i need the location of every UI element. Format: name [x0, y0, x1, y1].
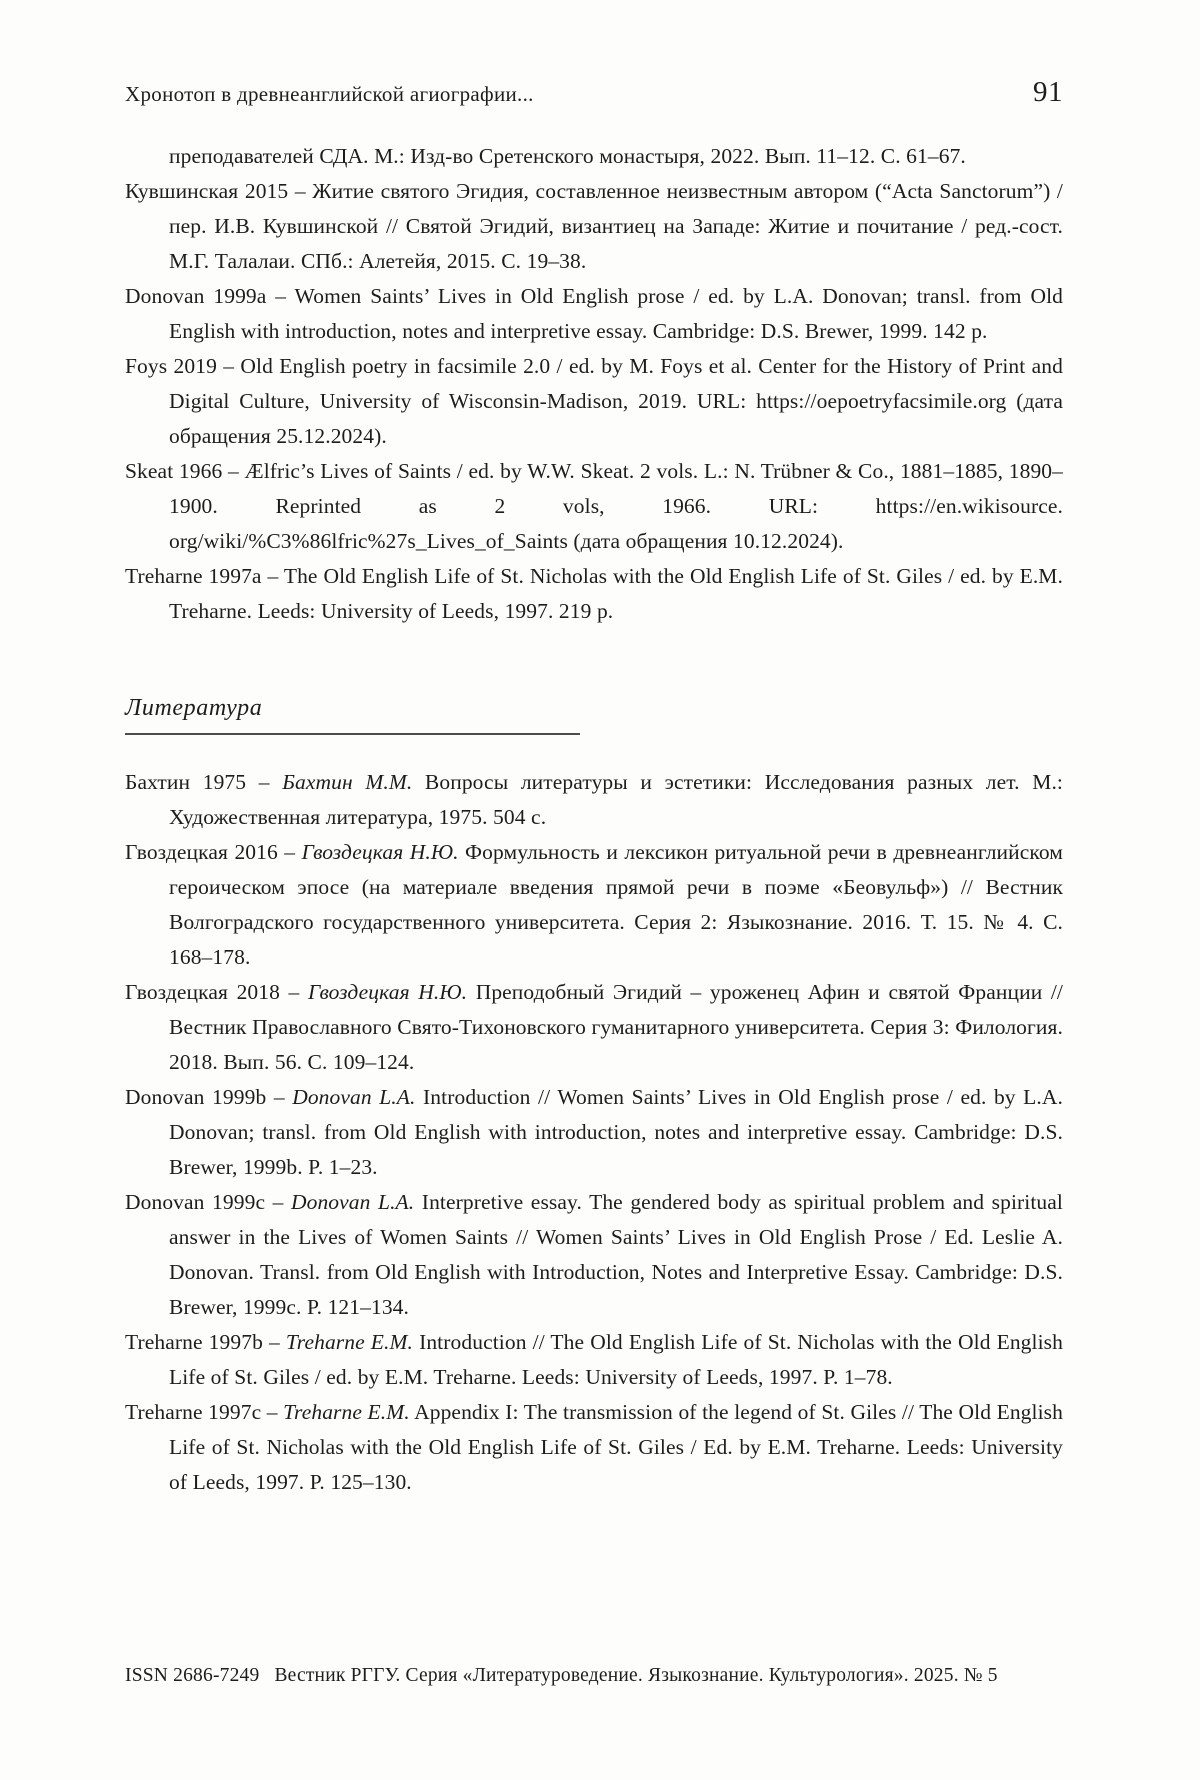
bib-entry-skeat-1966: Skeat 1966 – Ælfric’s Lives of Saints / ed. by W.W. Skeat. 2 vols. L.: N. Trübner & Co., 1881–1885, 1890–1900. Reprinted as 2 vols, 1966. URL: https://en.wikisource.​org/wiki/%C3%86lfric%27s_Lives_of_Saints (дата обращения 10.12.2024). — [125, 459, 1063, 553]
bib-entry-treharne-1997c — [125, 1395, 1063, 1500]
footer-issn: ISSN 2686-7249 — [125, 1665, 260, 1686]
running-title: Хронотоп в древнеанглийской агиографии... — [125, 82, 534, 106]
bib-entry-foys-2019: Foys 2019 – Old English poetry in facsimile 2.0 / ed. by M. Foys et al. Center for the History of Print and Digital Culture, University of Wisconsin-Madison, 2019. URL: https://oepoetryfacsimile.org (дата обращения 25.12.2024). — [125, 354, 1063, 448]
entry-author: Donovan L.A. — [292, 1085, 416, 1109]
footer-journal-line: Вестник РГГУ. Серия «Литературоведение. Языкознание. Культурология». 2025. № 5 — [274, 1665, 998, 1686]
bib-entry-donovan-1999b — [125, 1080, 1063, 1185]
sources-list — [125, 139, 1063, 629]
entry-author: Treharne E.M. — [283, 1400, 410, 1424]
entry-text: Преподобный Эгидий – уроженец Афин и святой Франции // Вестник Православного Свято-Тихоновского гуманитарного университета. Серия 3: Филология. 2018. Вып. 56. С. 109–124. — [169, 980, 1064, 1074]
entry-text: Introduction // Women Saints’ Lives in Old English prose / ed. by L.A. Donovan; transl. from Old English with introduction, notes and interpretive essay. Cambridge: D.S. Brewer, 1999b. P. 1–23. — [169, 1085, 1063, 1179]
entry-label: Гвоздецкая 2018 – — [125, 980, 308, 1004]
bib-entry-treharne-1997b — [125, 1325, 1063, 1395]
entry-author: Donovan L.A. — [290, 1190, 415, 1214]
bib-entry-bakhtin-1975 — [125, 765, 1063, 835]
entry-label: Treharne 1997c – — [125, 1400, 284, 1424]
entry-label: Гвоздецкая 2016 – — [125, 840, 302, 864]
entry-author: Treharne E.M. — [285, 1330, 414, 1354]
literature-list — [125, 765, 1063, 1500]
page-content — [125, 139, 1063, 1500]
page-number: 91 — [1033, 76, 1063, 108]
bib-entry-treharne-1997a: Treharne 1997a – The Old English Life of St. Nicholas with the Old English Life of St. Giles / ed. by E.M. Treharne. Leeds: University of Leeds, 1997. 219 p. — [125, 564, 1063, 623]
entry-text: Appendix I: The transmission of the legend of St. Giles // The Old English Life of St. Nicholas with the Old English Life of St. Giles / Ed. by E.M. Treharne. Leeds: University of Leeds, 1997. P. 125–130. — [169, 1400, 1063, 1494]
bib-entry-gvozdetskaya-2018 — [125, 975, 1063, 1080]
entry-label: Treharne 1997b – — [125, 1330, 286, 1354]
bib-entry-donovan-1999c — [125, 1185, 1063, 1325]
literature-heading-label: Литература — [125, 695, 263, 721]
entry-author: Гвоздецкая Н.Ю. — [307, 980, 468, 1004]
entry-author: Бахтин М.М. — [282, 770, 413, 794]
entry-text: Вопросы литературы и эстетики: Исследования разных лет. М.: Художественная литература, 1975. 504 с. — [169, 770, 1064, 829]
bib-entry-gvozdetskaya-2016 — [125, 835, 1063, 975]
literature-section-heading — [125, 695, 580, 735]
entry-text: Формульность и лексикон ритуальной речи в древнеанглийском героическом эпосе (на материале введения прямой речи в поэме «Беовульф») // Вестник Волгоградского государственного университета. Серия 2: Языкознание. 2016. Т. 15. № 4. С. 168–178. — [169, 840, 1064, 969]
bib-entry-continuation: преподавателей СДА. М.: Изд-во Сретенского монастыря, 2022. Вып. 11–12. С. 61–67. — [169, 144, 966, 168]
entry-text: Interpretive essay. The gendered body as spiritual problem and spiritual answer in the Lives of Women Saints // Women Saints’ Lives in Old English Prose / Ed. Leslie A. Donovan. Transl. from Old English with Introduction, Notes and Interpretive Essay. Cambridge: D.S. Brewer, 1999c. P. 121–134. — [169, 1190, 1063, 1319]
entry-author: Гвоздецкая Н.Ю. — [301, 840, 459, 864]
bib-entry-kuvshinskaya-2015: Кувшинская 2015 – Житие святого Эгидия, составленное неизвестным автором (“Acta Sanctorum”) / пер. И.В. Кувшинской // Святой Эгидий, византиец на Западе: Житие и почитание / ред.-сост. М.Г. Талалаи. СПб.: Алетейя, 2015. С. 19–38. — [125, 179, 1063, 273]
entry-label: Donovan 1999b – — [125, 1085, 293, 1109]
page-header — [125, 76, 1063, 109]
entry-label: Бахтин 1975 – — [125, 770, 283, 794]
page-footer — [125, 1662, 1063, 1690]
entry-text: Introduction // The Old English Life of St. Nicholas with the Old English Life of St. Giles / ed. by E.M. Treharne. Leeds: University of Leeds, 1997. P. 1–78. — [169, 1330, 1064, 1389]
entry-label: Donovan 1999c – — [125, 1190, 291, 1214]
bib-entry-donovan-1999a: Donovan 1999a – Women Saints’ Lives in Old English prose / ed. by L.A. Donovan; transl. from Old English with introduction, notes and interpretive essay. Cambridge: D.S. Brewer, 1999. 142 p. — [125, 284, 1063, 343]
